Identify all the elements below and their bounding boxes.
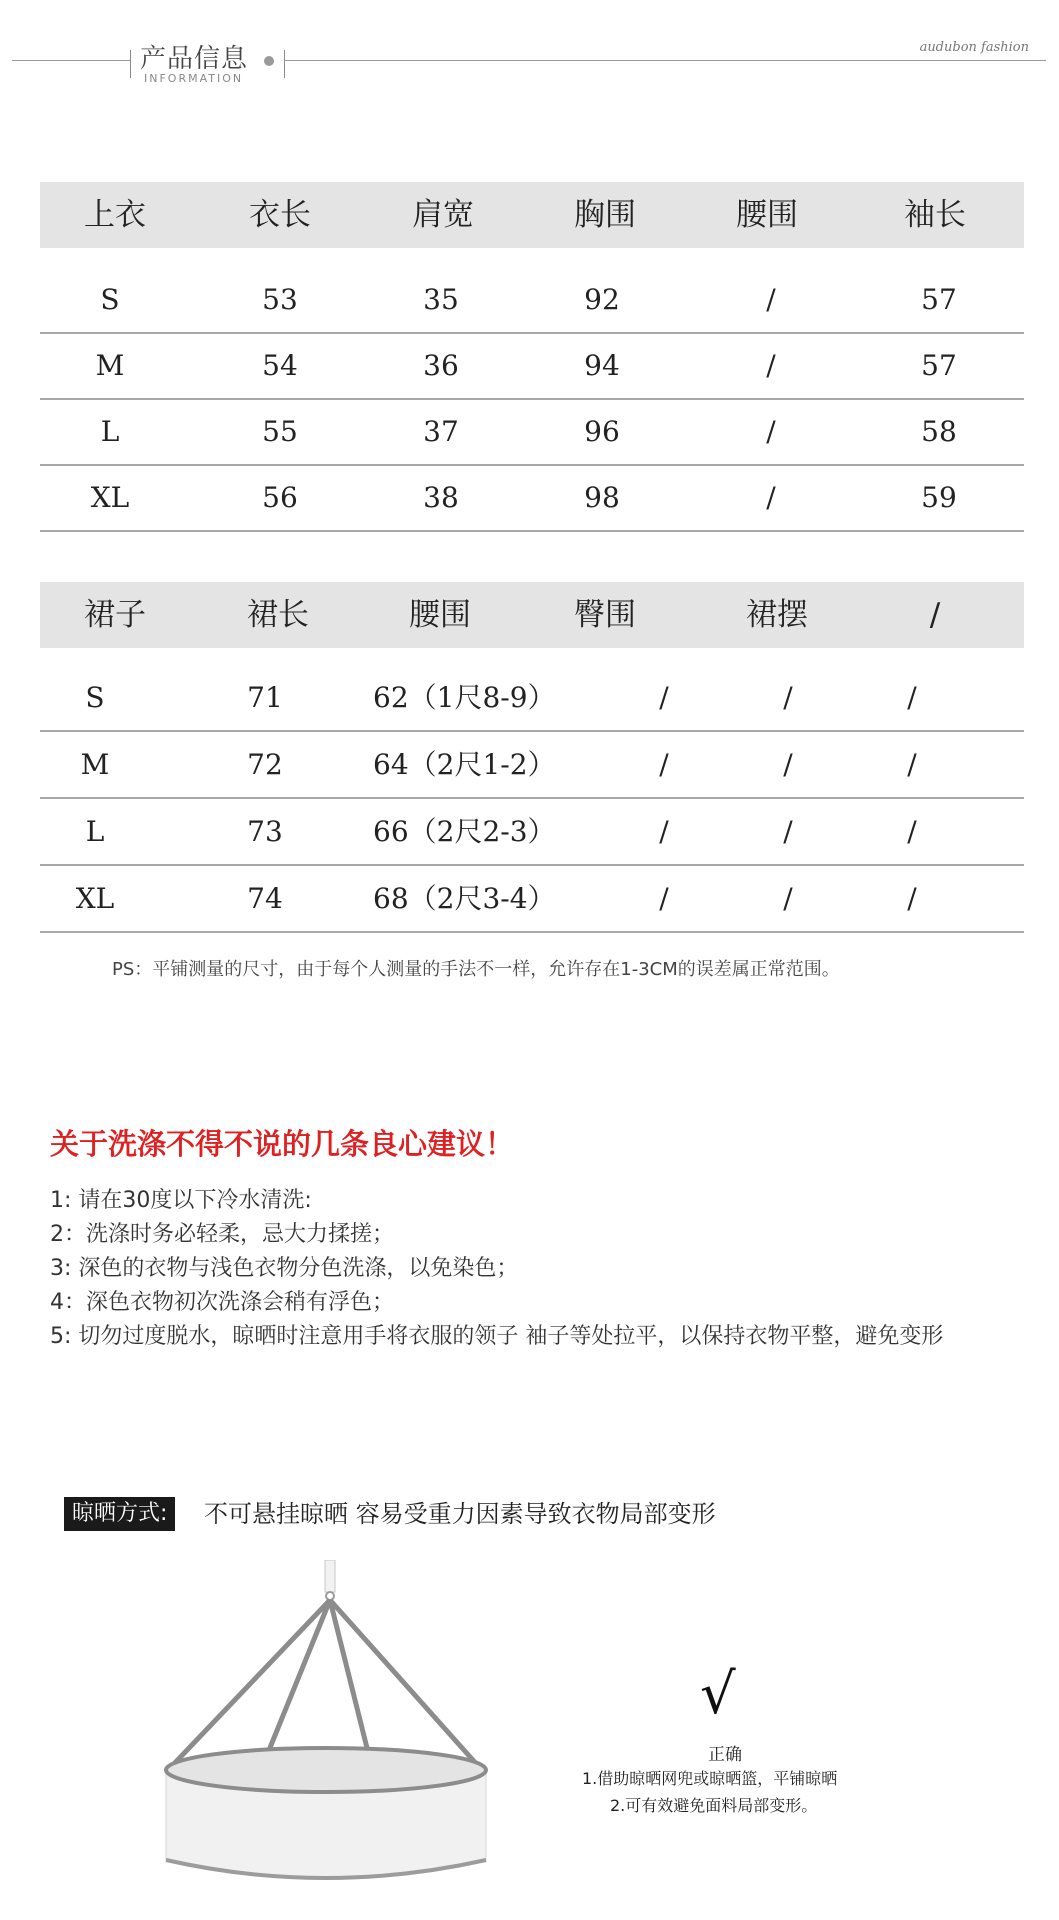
- drying-label: 晾晒方式:: [64, 1497, 175, 1531]
- header-line-left: [12, 60, 130, 61]
- table-cell: /: [659, 681, 669, 714]
- table-cell: 98: [584, 481, 620, 514]
- header-tick-left: [130, 50, 131, 78]
- table-cell: 56: [262, 481, 298, 514]
- table-cell: /: [659, 815, 669, 848]
- section-subtitle: INFORMATION: [144, 72, 244, 85]
- table-cell: /: [766, 349, 776, 382]
- header-cell: 胸围: [574, 197, 636, 233]
- table-cell: /: [766, 415, 776, 448]
- table-header: [40, 182, 1024, 248]
- checkmark-icon: √: [700, 1662, 736, 1727]
- table-cell: /: [766, 481, 776, 514]
- table-row: [40, 332, 1024, 400]
- table-cell: /: [783, 815, 793, 848]
- table-row: [40, 731, 1024, 799]
- correct-method-list: [582, 1765, 837, 1819]
- header-cell: 肩宽: [412, 197, 474, 233]
- table-row: [40, 398, 1024, 466]
- size-cell: S: [100, 283, 120, 316]
- header-dot: [264, 56, 274, 66]
- header-cell: 衣长: [249, 197, 311, 233]
- header-cell: 腰围: [409, 597, 471, 633]
- header-cell: 裙摆: [746, 597, 808, 633]
- table-cell: 73: [247, 815, 283, 848]
- list-item: 5: 切勿过度脱水，晾晒时注意用手将衣服的领子 袖子等处拉平，以保持衣物平整，避免变形: [50, 1324, 944, 1349]
- size-cell: L: [85, 815, 105, 848]
- hanging-strap: [325, 1560, 335, 1592]
- top-ring: [166, 1748, 486, 1792]
- drying-basket-illustration: [160, 1560, 520, 1880]
- hanging-hook: [326, 1592, 334, 1600]
- header-cell: 腰围: [736, 197, 798, 233]
- table-cell: 58: [921, 415, 957, 448]
- table-cell: /: [659, 882, 669, 915]
- table-cell: 96: [584, 415, 620, 448]
- table-cell: 54: [262, 349, 298, 382]
- size-cell: S: [85, 681, 105, 714]
- size-cell: XL: [90, 481, 130, 514]
- list-item: 1.借助晾晒网兜或晾晒篮，平铺晾晒: [582, 1769, 838, 1788]
- table-cell: /: [907, 882, 917, 915]
- table-header: [40, 582, 1024, 648]
- table-cell: 66（2尺2-3）: [373, 815, 556, 848]
- table-cell: /: [766, 283, 776, 316]
- table-cell: /: [783, 882, 793, 915]
- table-cell: 55: [262, 415, 298, 448]
- table-cell: 94: [584, 349, 620, 382]
- table-cell: 92: [584, 283, 620, 316]
- table-cell: 38: [423, 481, 459, 514]
- header-cell: 上衣: [84, 197, 146, 233]
- table-row: [40, 865, 1024, 933]
- washing-title: 关于洗涤不得不说的几条良心建议！: [50, 1127, 515, 1161]
- header-cell: 臀围: [574, 597, 636, 633]
- table-cell: /: [907, 748, 917, 781]
- table-row: [40, 798, 1024, 866]
- size-cell: L: [100, 415, 120, 448]
- table-cell: 36: [423, 349, 459, 382]
- header-cell: 裙长: [247, 597, 309, 633]
- washing-list: [50, 1184, 943, 1354]
- table-cell: 57: [921, 283, 957, 316]
- correct-label: 正确: [708, 1745, 742, 1765]
- table-cell: 62（1尺8-9）: [373, 681, 556, 714]
- table-row: [40, 464, 1024, 532]
- header-tick-right: [284, 50, 285, 78]
- table-cell: 68（2尺3-4）: [373, 882, 556, 915]
- support-wire: [170, 1600, 330, 1768]
- header-cell: 袖长: [904, 197, 966, 233]
- drying-text: 不可悬挂晾晒 容易受重力因素导致衣物局部变形: [204, 1500, 716, 1528]
- size-cell: M: [80, 748, 110, 781]
- table-cell: 37: [423, 415, 459, 448]
- list-item: 3: 深色的衣物与浅色衣物分色洗涤，以免染色；: [50, 1256, 519, 1281]
- section-title: 产品信息: [140, 44, 249, 74]
- table-cell: /: [783, 681, 793, 714]
- table-cell: 71: [247, 681, 283, 714]
- table-cell: 72: [247, 748, 283, 781]
- header-line-right: [284, 60, 1046, 61]
- table-row: [40, 664, 1024, 732]
- header-cell: 裙子: [84, 597, 146, 633]
- list-item: 1: 请在30度以下冷水清洗:: [50, 1188, 312, 1213]
- size-cell: M: [95, 349, 125, 382]
- list-item: 2.可有效避免面料局部变形。: [610, 1796, 818, 1815]
- list-item: 2：洗涤时务必轻柔，忌大力揉搓；: [50, 1222, 394, 1247]
- table-cell: 53: [262, 283, 298, 316]
- table-row: [40, 266, 1024, 334]
- table-cell: 64（2尺1-2）: [373, 748, 556, 781]
- size-cell: XL: [75, 882, 115, 915]
- table-cell: /: [907, 815, 917, 848]
- measurement-note: PS：平铺测量的尺寸，由于每个人测量的手法不一样，允许存在1-3CM的误差属正常范围。: [112, 959, 840, 980]
- table-cell: 35: [423, 283, 459, 316]
- list-item: 4：深色衣物初次洗涤会稍有浮色；: [50, 1290, 394, 1315]
- table-cell: /: [907, 681, 917, 714]
- table-cell: /: [783, 748, 793, 781]
- table-cell: 59: [921, 481, 957, 514]
- table-cell: /: [659, 748, 669, 781]
- brand-signature: audubon fashion: [919, 40, 1029, 55]
- table-cell: 57: [921, 349, 957, 382]
- header-cell: /: [929, 597, 941, 633]
- table-cell: 74: [247, 882, 283, 915]
